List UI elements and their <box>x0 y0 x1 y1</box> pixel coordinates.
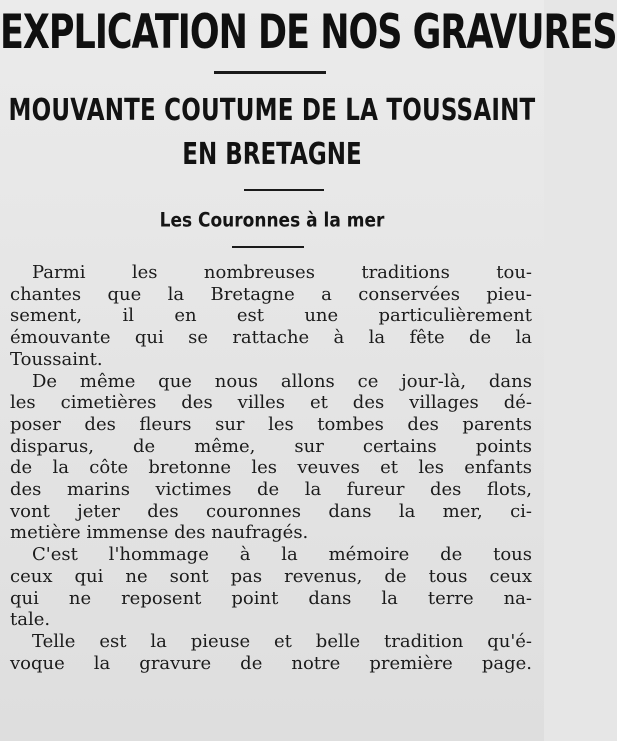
headline-divider <box>244 189 324 191</box>
body-line: des marins victimes de la fureur des flots, <box>10 479 532 501</box>
body-line: C'est l'hommage à la mémoire de tous <box>32 544 532 566</box>
body-line: vont jeter des couronnes dans la mer, ci- <box>10 500 532 522</box>
body-line: De même que nous allons ce jour-là, dans <box>32 370 532 392</box>
body-line: émouvante qui se rattache à la fête de la <box>10 327 532 349</box>
body-line: metière immense des naufragés. <box>10 522 309 544</box>
body-line: poser des fleurs sur les tombes des parents <box>10 413 532 435</box>
article-subheading: Les Couronnes à la mer <box>159 209 385 232</box>
body-line: les cimetières des villes et des villages dé- <box>10 392 532 414</box>
body-line: Parmi les nombreuses traditions tou- <box>32 262 532 283</box>
article-headline-line-1: MOUVANTE COUTUME DE LA TOUSSAINT <box>8 94 536 128</box>
body-line: Toussaint. <box>10 348 103 370</box>
body-line: de la côte bretonne les veuves et les enfants <box>10 457 532 479</box>
body-line: disparus, de même, sur certains points <box>10 435 532 457</box>
body-line: chantes que la Bretagne a conservées pieu- <box>10 283 532 305</box>
article-headline-line-2: EN BRETAGNE <box>182 138 362 172</box>
body-line: voque la gravure de notre première page. <box>10 652 532 674</box>
article-body <box>10 262 532 674</box>
section-masthead: EXPLICATION DE NOS GRAVURES <box>0 6 617 60</box>
body-line: sement, il en est une particulièrement <box>10 305 532 327</box>
body-line: qui ne reposent point dans la terre na- <box>10 587 532 609</box>
masthead-divider <box>214 71 326 74</box>
body-line: ceux qui ne sont pas revenus, de tous ceux <box>10 565 532 587</box>
body-line: tale. <box>10 609 51 631</box>
subheading-divider <box>232 246 304 248</box>
body-line: Telle est la pieuse et belle tradition qu'é- <box>32 630 532 652</box>
